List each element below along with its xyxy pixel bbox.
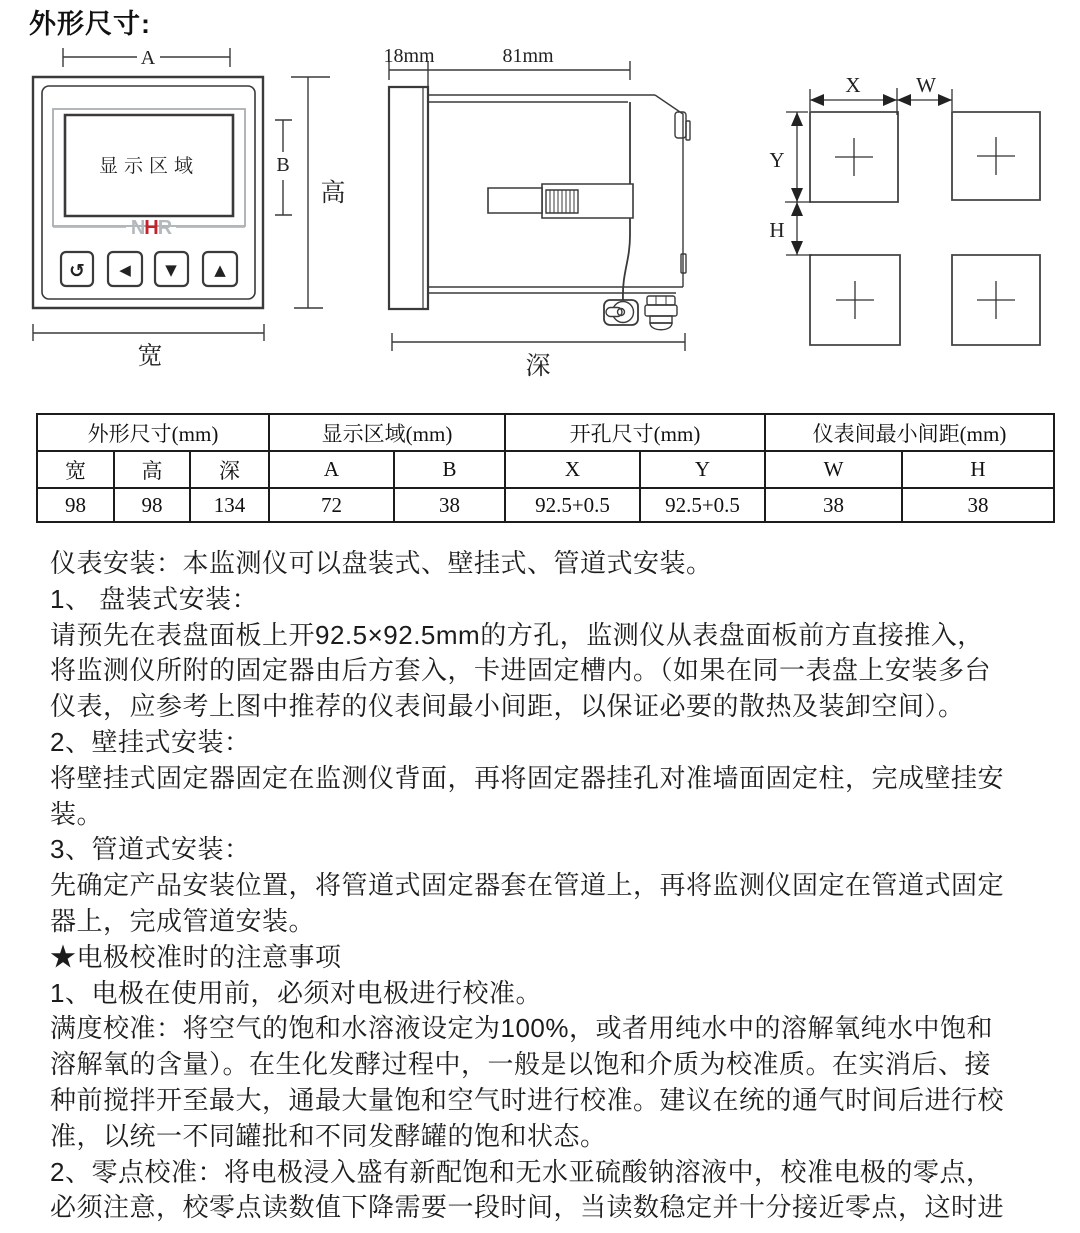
width-dim-label: 宽 bbox=[137, 343, 163, 370]
body-text-line: 将壁挂式固定器固定在监测仪背面，再将固定器挂孔对准墙面固定柱，完成壁挂安 bbox=[50, 762, 1005, 793]
body-text-line: 将监测仪所附的固定器由后方套入，卡进固定槽内。（如果在同一表盘上安装多台 bbox=[50, 655, 992, 686]
body-text-line: 2、壁挂式安装： bbox=[50, 726, 251, 757]
dimensions-table bbox=[36, 413, 1055, 523]
value-cell: 98 bbox=[114, 488, 190, 522]
group-header-spacing: 仪表间最小间距(mm) bbox=[765, 414, 1054, 451]
cutout-spacing-drawing bbox=[763, 55, 1065, 355]
body-text-line: 3、管道式安装： bbox=[50, 834, 251, 865]
dim-label-18mm: 18mm bbox=[383, 45, 435, 67]
group-header-outline: 外形尺寸(mm) bbox=[37, 414, 269, 451]
value-cell: 92.5+0.5 bbox=[640, 488, 765, 522]
cutout-w-label: W bbox=[916, 73, 936, 97]
body-text-line: 仪表安装：本监测仪可以盘装式、壁挂式、管道式安装。 bbox=[50, 548, 713, 578]
body-text-line: 1、 盘装式安装： bbox=[50, 583, 259, 614]
table-subheader-row bbox=[37, 451, 1054, 488]
body-text-line: 溶解氧的含量）。在生化发酵过程中，一般是以饱和介质为校准质。在实消后、接 bbox=[50, 1049, 992, 1080]
value-cell: 98 bbox=[37, 488, 114, 522]
body-text-line: 器上，完成管道安装。 bbox=[50, 905, 316, 936]
col-header: 宽 bbox=[37, 451, 114, 488]
body-text-line: 满度校准：将空气的饱和水溶液设定为100%，或者用纯水中的溶解氧纯水中饱和 bbox=[50, 1013, 993, 1044]
body-text-line: 必须注意，校零点读数值下降需要一段时间，当读数稳定并十分接近零点，这时进 bbox=[50, 1192, 1005, 1223]
cutout-y-label: Y bbox=[769, 148, 785, 172]
col-header: Y bbox=[640, 451, 765, 488]
cutout-h-label: H bbox=[769, 218, 785, 242]
body-text-line: 先确定产品安装位置，将管道式固定器套在管道上，再将监测仪固定在管道式固定 bbox=[50, 870, 1005, 901]
group-header-display: 显示区域(mm) bbox=[269, 414, 505, 451]
side-view-drawing bbox=[373, 38, 698, 383]
body-text-line: 装。 bbox=[50, 798, 104, 829]
loop-button-icon: ↺ bbox=[69, 260, 85, 282]
col-header: B bbox=[394, 451, 505, 488]
table-group-header-row bbox=[37, 414, 1054, 451]
value-cell: 38 bbox=[394, 488, 505, 522]
cutout-x-label: X bbox=[845, 73, 861, 97]
body-text-line: 2、零点校准：将电极浸入盛有新配饱和无水亚硫酸钠溶液中，校准电极的零点， bbox=[50, 1156, 993, 1187]
left-arrow-button-icon: ◀ bbox=[119, 261, 131, 279]
value-cell: 92.5+0.5 bbox=[505, 488, 640, 522]
value-cell: 38 bbox=[902, 488, 1054, 522]
value-cell: 72 bbox=[269, 488, 394, 522]
page-title: 外形尺寸: bbox=[29, 9, 151, 39]
value-cell: 38 bbox=[765, 488, 902, 522]
up-arrow-button-icon: ▲ bbox=[214, 261, 226, 279]
body-text-line: 种前搅拌开至最大，通最大量饱和空气时进行校准。建议在统的通气时间后进行校 bbox=[50, 1084, 1005, 1115]
nhr-logo: NHR bbox=[130, 217, 172, 239]
dim-label-81mm: 81mm bbox=[502, 45, 554, 67]
installation-instructions bbox=[50, 546, 1055, 1226]
col-header: 高 bbox=[114, 451, 190, 488]
body-text-line: ★电极校准时的注意事项 bbox=[50, 941, 342, 972]
display-area-label: 显示区域 bbox=[98, 156, 200, 177]
group-header-cutout: 开孔尺寸(mm) bbox=[505, 414, 765, 451]
body-text-line: 1、电极在使用前，必须对电极进行校准。 bbox=[50, 977, 542, 1008]
dim-label-b: B bbox=[276, 154, 290, 176]
height-dim-label: 高 bbox=[320, 180, 346, 207]
col-header: 深 bbox=[190, 451, 269, 488]
col-header: W bbox=[765, 451, 902, 488]
down-arrow-button-icon: ▼ bbox=[165, 261, 177, 279]
body-text-line: 准，以统一不同罐批和不同发酵罐的饱和状态。 bbox=[50, 1120, 607, 1151]
col-header: X bbox=[505, 451, 640, 488]
dim-label-a: A bbox=[140, 47, 156, 69]
body-text-line: 仪表，应参考上图中推荐的仪表间最小间距，以保证必要的散热及装卸空间）。 bbox=[50, 691, 965, 722]
table-values-row bbox=[37, 488, 1054, 522]
value-cell: 134 bbox=[190, 488, 269, 522]
col-header: A bbox=[269, 451, 394, 488]
body-text-line: 请预先在表盘面板上开92.5×92.5mm的方孔，监测仪从表盘面板前方直接推入， bbox=[50, 619, 984, 650]
col-header: H bbox=[902, 451, 1054, 488]
depth-dim-label: 深 bbox=[525, 353, 551, 380]
front-view-drawing bbox=[20, 44, 350, 384]
